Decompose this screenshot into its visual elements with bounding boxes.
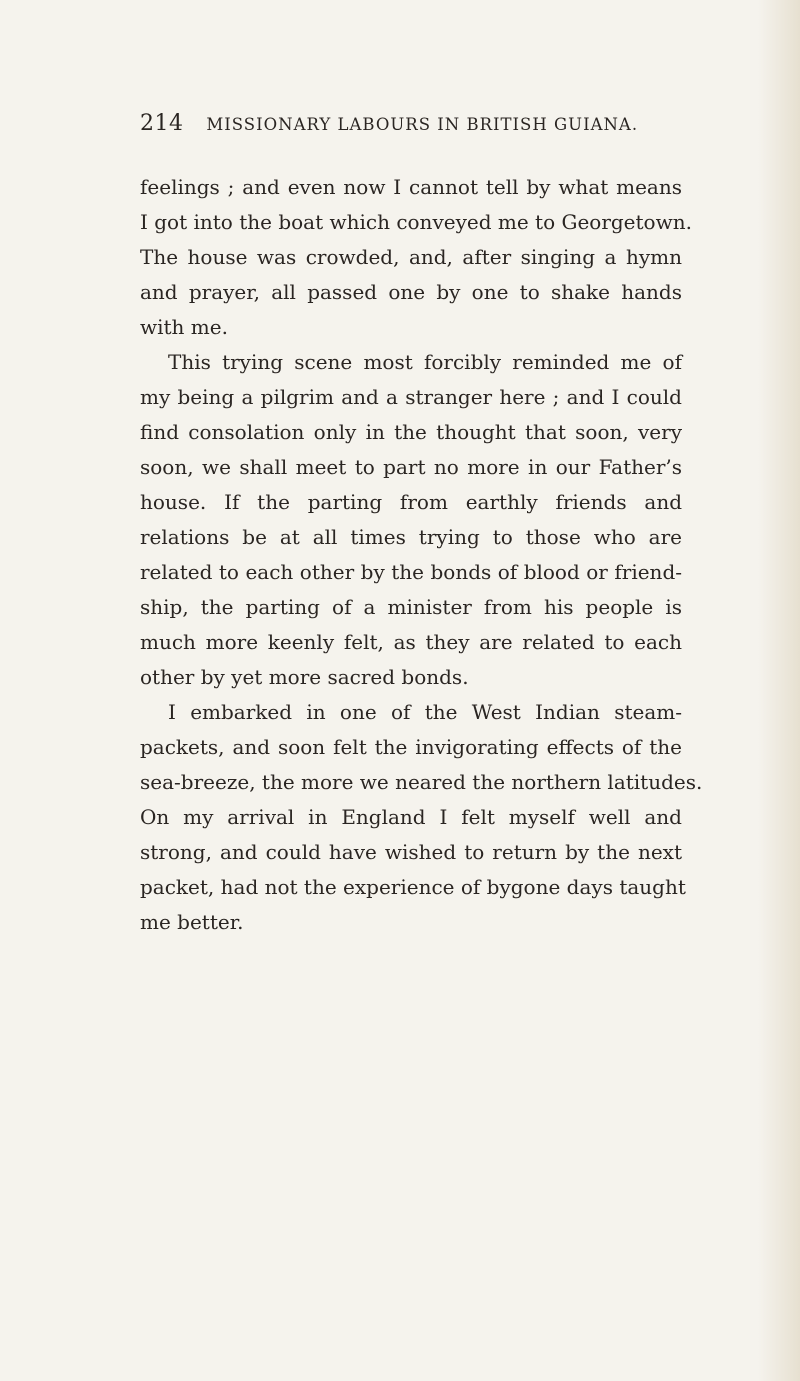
text-line: I embarked in one of the West Indian steam-: [168, 700, 682, 724]
body-text: [140, 170, 703, 940]
text-line: me better.: [140, 910, 244, 934]
text-line: ship, the parting of a minister from his people is: [140, 595, 682, 619]
text-line: packet, had not the experience of bygone days taught: [140, 875, 686, 899]
text-line: This trying scene most forcibly reminded me of: [168, 350, 682, 374]
text-line: with me.: [140, 315, 228, 339]
page-number: 214: [140, 111, 184, 136]
text-line: much more keenly felt, as they are related to each: [140, 630, 682, 654]
text-line: packets, and soon felt the invigorating effects of the: [140, 735, 682, 759]
paragraph-3: [140, 695, 703, 940]
text-line: related to each other by the bonds of blood or friend-: [140, 560, 682, 584]
text-line: relations be at all times trying to those who are: [140, 525, 682, 549]
text-line: my being a pilgrim and a stranger here ; and I could: [140, 385, 682, 409]
text-line: I got into the boat which conveyed me to Georgetown.: [140, 210, 692, 234]
text-line: soon, we shall meet to part no more in our Father’s: [140, 455, 682, 479]
text-line: sea-breeze, the more we neared the northern latitudes.: [140, 770, 703, 794]
text-line: feelings ; and even now I cannot tell by what means: [140, 175, 682, 199]
paragraph-2: [140, 345, 682, 695]
text-line: other by yet more sacred bonds.: [140, 665, 469, 689]
text-line: The house was crowded, and, after singing a hymn: [140, 245, 682, 269]
paragraph-1: [140, 170, 692, 345]
page-header: [140, 111, 680, 136]
running-head: MISSIONARY LABOURS IN BRITISH GUIANA.: [206, 115, 639, 134]
text-line: and prayer, all passed one by one to shake hands: [140, 280, 682, 304]
text-line: house. If the parting from earthly friends and: [140, 490, 682, 514]
text-line: strong, and could have wished to return by the next: [140, 840, 682, 864]
text-line: find consolation only in the thought that soon, very: [140, 420, 682, 444]
text-line: On my arrival in England I felt myself well and: [140, 805, 682, 829]
